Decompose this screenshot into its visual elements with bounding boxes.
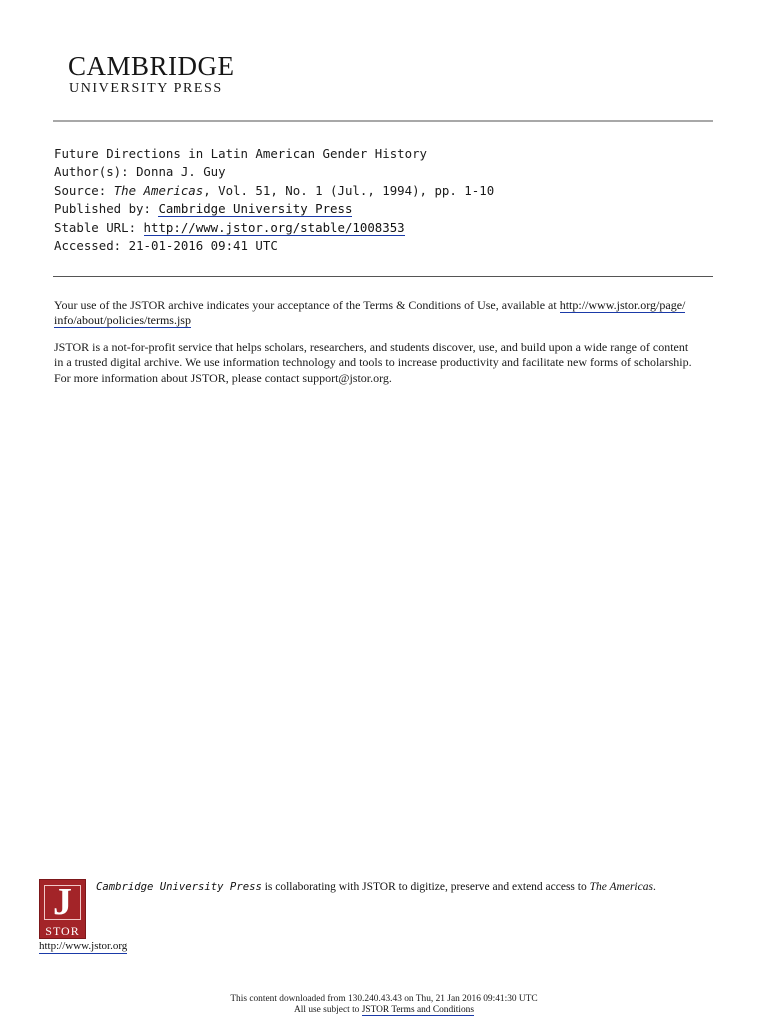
published-line: Published by: Cambridge University Press <box>54 201 353 217</box>
source-journal: The Americas <box>113 182 204 198</box>
download-footer <box>0 994 768 1017</box>
accessed-line: Accessed: 21-01-2016 09:41 UTC <box>54 238 278 254</box>
jstor-logo-letter: J <box>53 881 72 923</box>
terms-and-conditions-link[interactable]: JSTOR Terms and Conditions <box>361 1005 474 1016</box>
download-info: This content downloaded from 130.240.43.43 on Thu, 21 Jan 2016 09:41:30 UTC <box>230 994 538 1004</box>
jstor-logo[interactable] <box>39 879 86 939</box>
source-line: Source: The Americas, Vol. 51, No. 1 (Jul., 1994), pp. 1-10 <box>54 182 495 198</box>
article-title: Future Directions in Latin American Gender History <box>54 146 427 161</box>
top-divider <box>53 120 713 122</box>
middle-divider <box>53 276 713 277</box>
collaboration-note: Cambridge University Press is collaborating with JSTOR to digitize, preserve and extend access to The Americas. <box>96 881 656 893</box>
logo-sub-text: UNIVERSITY PRESS <box>69 81 223 96</box>
usage-line: All use subject to JSTOR Terms and Conditions <box>294 1005 474 1016</box>
author-name: Donna J. Guy <box>136 164 226 180</box>
collab-journal: The Americas <box>589 881 653 893</box>
terms-link-part2[interactable]: info/about/policies/terms.jsp <box>54 313 191 328</box>
terms-paragraph: Your use of the JSTOR archive indicates your acceptance of the Terms & Conditions of Use, available at http://www.jstor.org/page/ info/about/policies/terms.jsp <box>54 298 686 328</box>
logo-main-text: CAMBRIDGE <box>68 51 235 81</box>
collab-publisher: Cambridge University Press <box>96 881 262 893</box>
stable-url-line: Stable URL: http://www.jstor.org/stable/1008353 <box>54 219 405 235</box>
publisher-link[interactable]: Cambridge University Press <box>158 201 353 217</box>
jstor-home-link[interactable]: http://www.jstor.org <box>39 940 128 952</box>
jstor-logo-word: STOR <box>45 924 80 938</box>
cambridge-logo <box>68 52 235 97</box>
stable-url-link[interactable]: http://www.jstor.org/stable/1008353 <box>143 219 405 235</box>
article-metadata <box>54 145 714 255</box>
accessed-date: 21-01-2016 09:41 UTC <box>128 238 278 254</box>
terms-block <box>54 298 714 397</box>
authors-line: Author(s): Donna J. Guy <box>54 164 226 180</box>
jstor-info-paragraph: JSTOR is a not-for-profit service that helps scholars, researchers, and students discover, use, and build upon a wide range of content in a trusted digital archive. We use information technology and tools to increase productivity and facilitate new forms of scholarship. For more information about JSTOR, please contact support@jstor.org. <box>54 339 692 385</box>
terms-link-part1[interactable]: http://www.jstor.org/page/ <box>559 298 686 312</box>
